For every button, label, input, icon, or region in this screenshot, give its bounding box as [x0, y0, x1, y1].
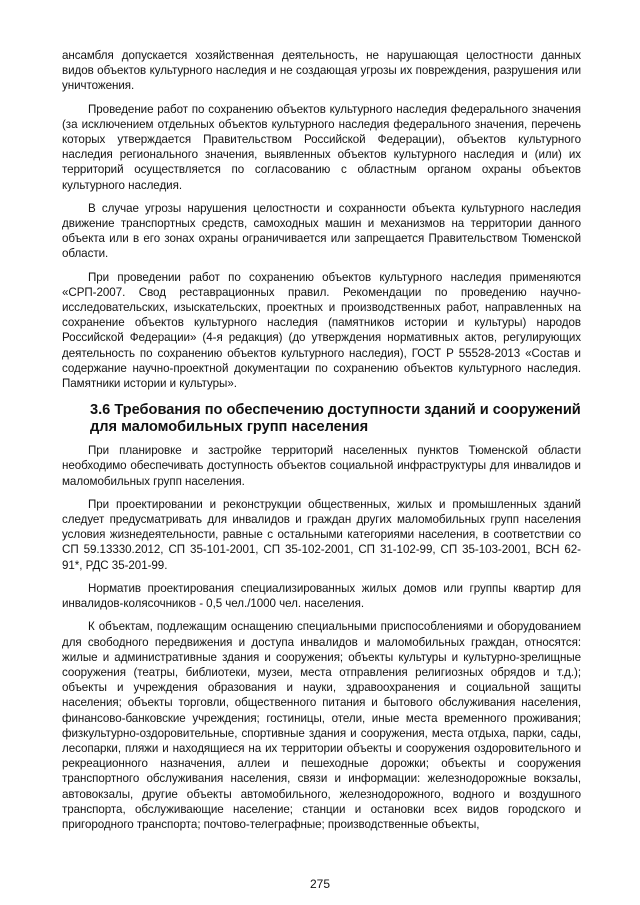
paragraph: При проектировании и реконструкции общественных, жилых и промышленных зданий следует предусматривать для инвалидов и граждан других маломобильных групп населения условия жизнедеятельности, равные с остальными категориями населения, в соответствии со СП 59.13330.2012, СП 35-101-2001, СП 35-102-2001, СП 31-102-99, СП 35-103-2001, ВСН 62-91*, РДС 35-201-99.: [62, 497, 581, 572]
page-content: [62, 48, 581, 839]
paragraph: К объектам, подлежащим оснащению специальными приспособлениями и оборудованием для свободного передвижения и доступа инвалидов и маломобильных граждан, относятся: жилые и административные здания и сооружения; объекты культуры и культурно-зрелищные сооружения (театры, библиотеки, музеи, места отправления религиозных обрядов и т.д.); объекты и учреждения образования и науки, здравоохранения и социальной защиты населения; объекты торговли, общественного питания и бытового обслуживания населения, финансово-банковские учреждения; гостиницы, отели, иные места временного проживания; физкультурно-оздоровительные, спортивные здания и сооружения, места отдыха, парки, сады, лесопарки, пляжи и находящиеся на их территории объекты и сооружения оздоровительного и рекреационного назначения, аллеи и пешеходные дорожки; объекты и сооружения транспортного обслуживания населения, связи и информации: железнодорожные вокзалы, автовокзалы, другие объекты автомобильного, железнодорожного, водного и воздушного транспорта, обслуживающие население; станции и остановки всех видов городского и пригородного транспорта; почтово-телеграфные; производственные объекты,: [62, 620, 581, 831]
paragraph: ансамбля допускается хозяйственная деятельность, не нарушающая целостности данных видов объектов культурного наследия и не создающая угрозы их повреждения, разрушения или уничтожения.: [62, 49, 581, 93]
paragraph: Норматив проектирования специализированных жилых домов или группы квартир для инвалидов-колясочников - 0,5 чел./1000 чел. населения.: [62, 581, 581, 611]
section-heading: 3.6 Требования по обеспечению доступности зданий и сооружений для маломобильных групп населения: [90, 402, 581, 436]
paragraph: Проведение работ по сохранению объектов культурного наследия федерального значения (за исключением отдельных объектов культурного наследия федерального значения, перечень которых утверждается Правительством Российской Федерации), объектов культурного наследия регионального значения, выявленных объектов культурного наследия и (или) их территорий осуществляется по согласованию с областным органом охраны объектов культурного наследия.: [62, 102, 581, 192]
paragraph: При проведении работ по сохранению объектов культурного наследия применяются «СРП-2007. Свод реставрационных правил. Рекомендации по проведению научно-исследовательских, изыскательских, проектных и производственных работ, направленных на сохранение объектов культурного наследия (памятников истории и культуры) народов Российской Федерации» (4-я редакция) (до утверждения нормативных актов, регулирующих деятельность по сохранению объектов культурного наследия), ГОСТ Р 55528-2013 «Состав и содержание научно-проектной документации по сохранению объектов культурного наследия. Памятники истории и культуры».: [62, 270, 581, 391]
paragraph: В случае угрозы нарушения целостности и сохранности объекта культурного наследия движение транспортных средств, самоходных машин и механизмов на территории данного объекта или в его зонах охраны ограничивается или запрещается Правительством Тюменской области.: [62, 201, 581, 261]
page-number: 275: [309, 877, 331, 891]
paragraph: При планировке и застройке территорий населенных пунктов Тюменской области необходимо обеспечивать доступность объектов социальной инфраструктуры для инвалидов и маломобильных групп населения.: [62, 444, 581, 488]
